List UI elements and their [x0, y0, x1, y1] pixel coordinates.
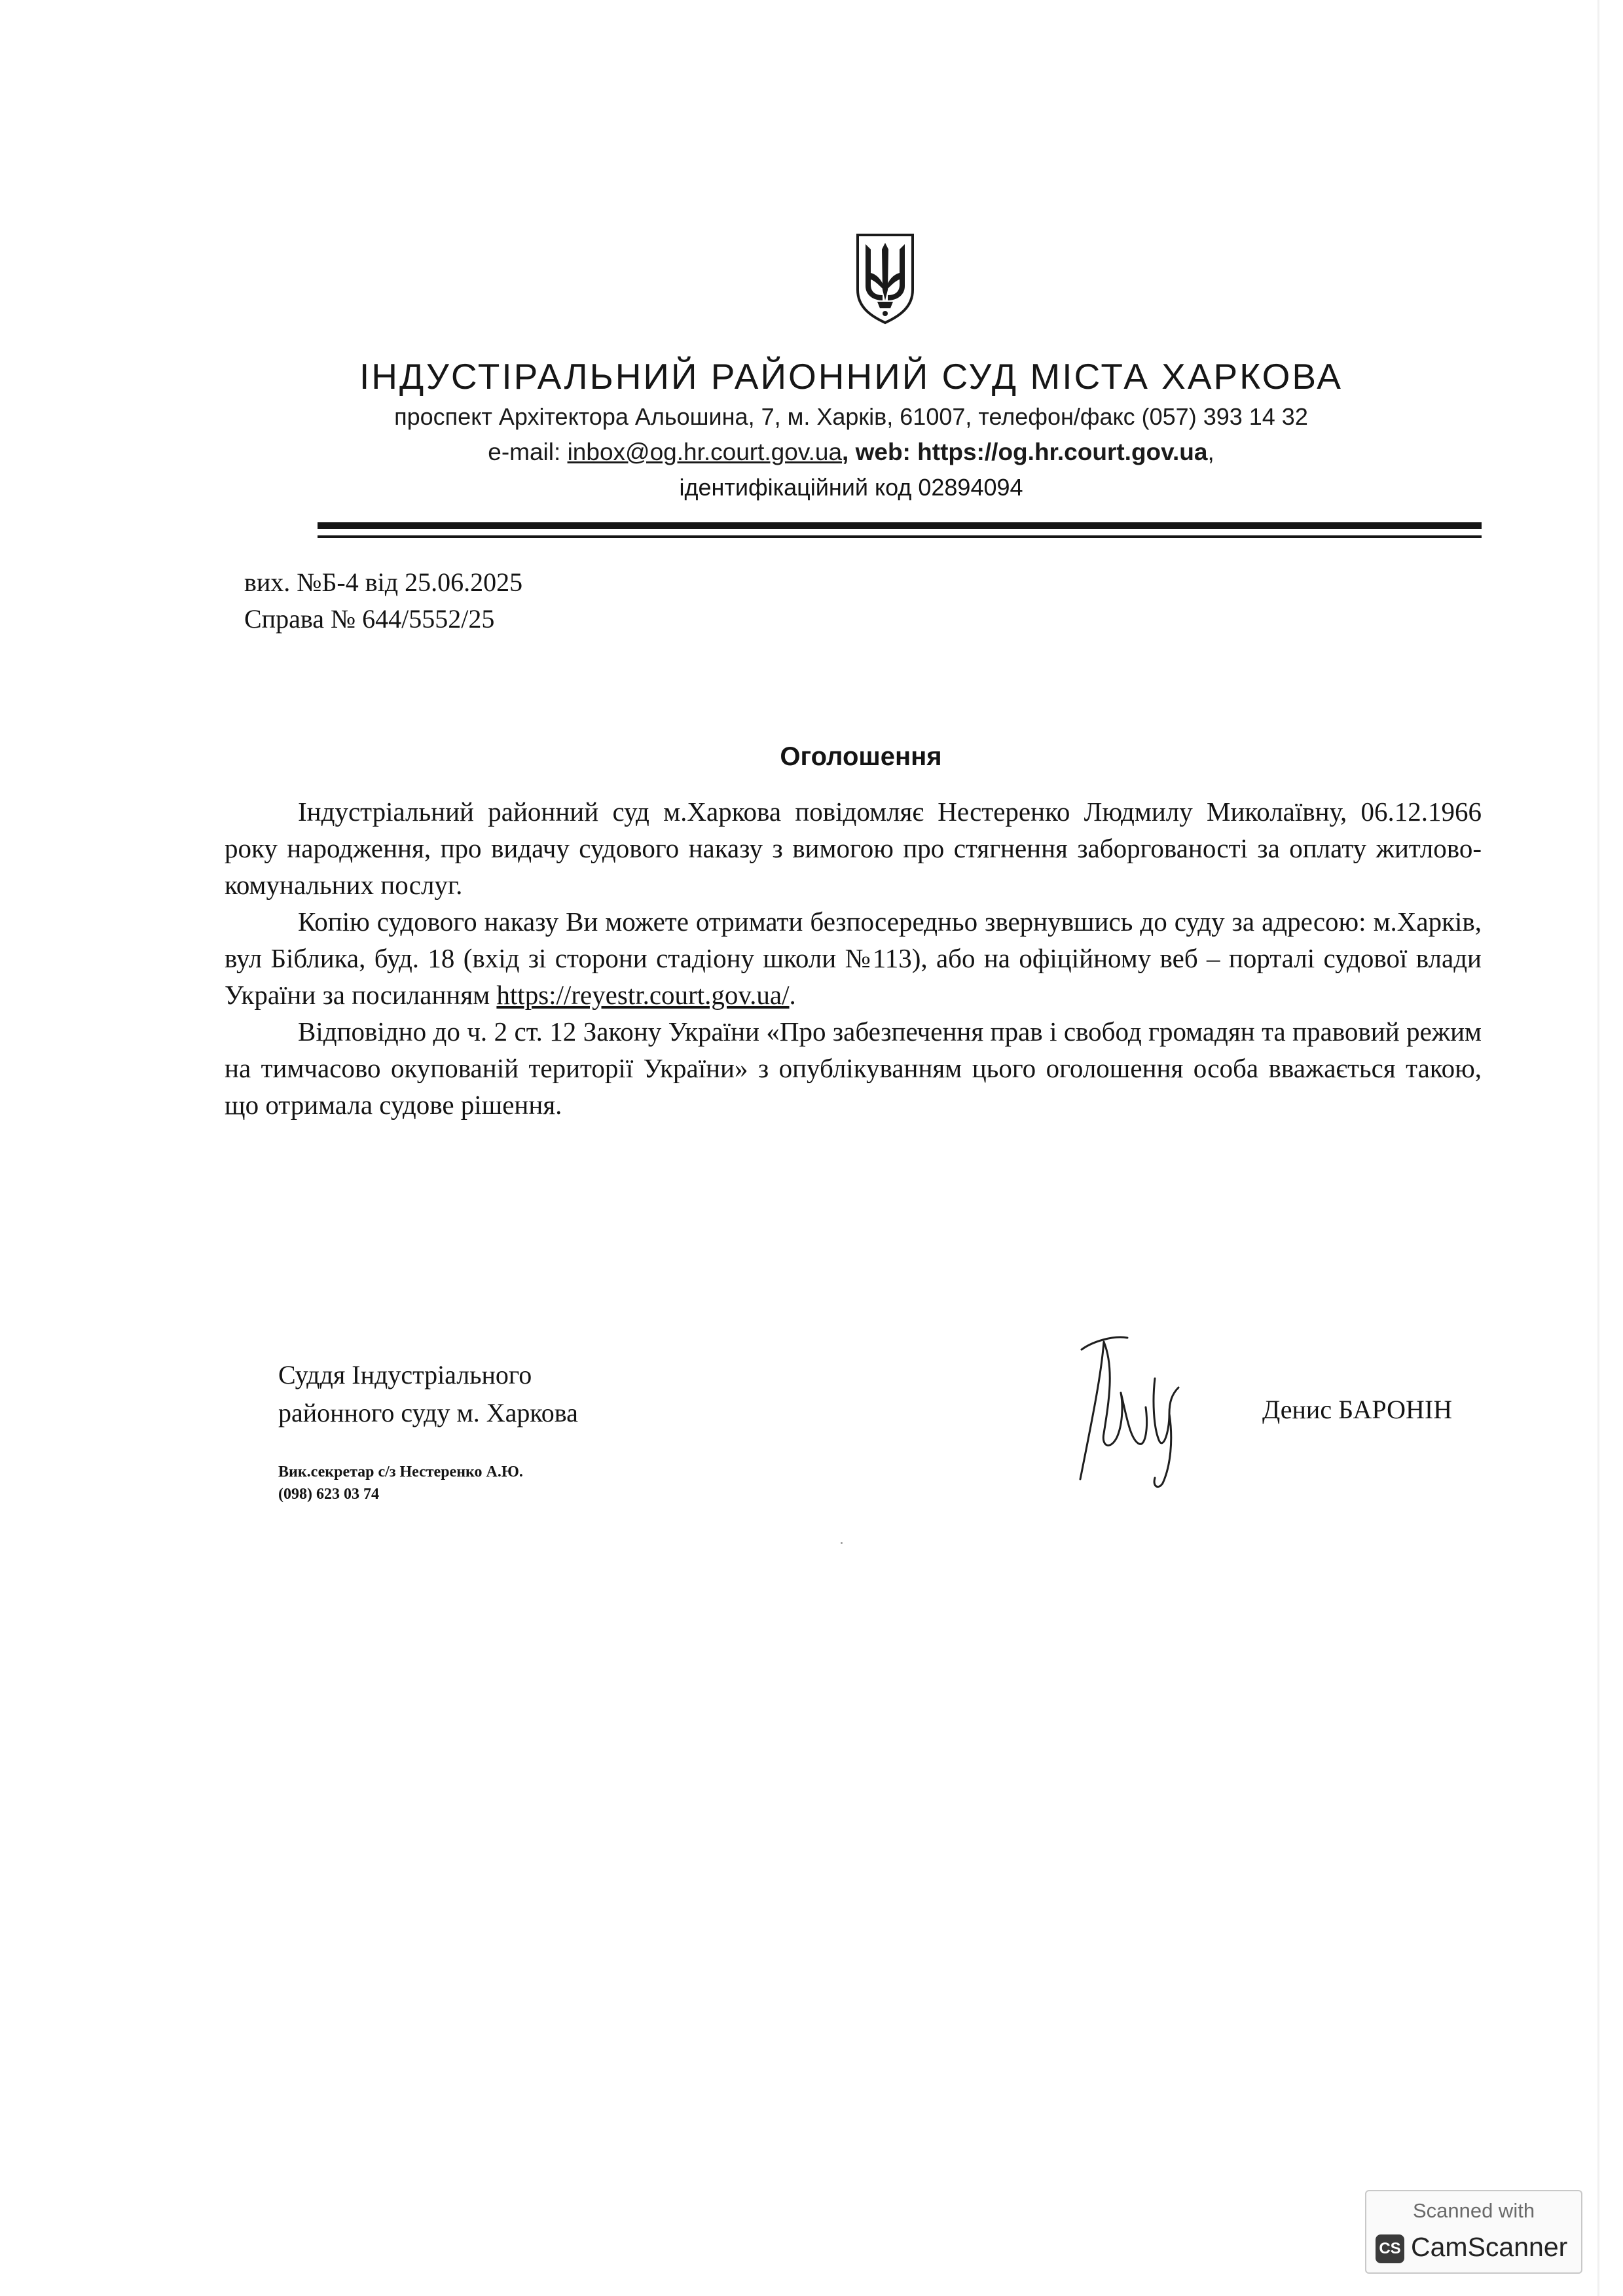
court-address: проспект Архітектора Альошина, 7, м. Харків, 61007, телефон/факс (057) 393 14 32 — [394, 403, 1308, 430]
camscanner-watermark — [1365, 2190, 1582, 2274]
web-label: , web: — [842, 439, 918, 465]
court-contacts — [275, 435, 1427, 470]
header-divider-thin — [318, 535, 1482, 538]
scanned-with-label: Scanned with — [1412, 2199, 1535, 2222]
outgoing-number: вих. №Б-4 від 25.06.2025 — [244, 567, 523, 597]
reference-block — [244, 564, 522, 637]
document-title: Оголошення — [780, 742, 942, 771]
web-suffix: , — [1207, 439, 1214, 465]
web-link[interactable]: https://og.hr.court.gov.ua — [917, 439, 1208, 465]
registry-link[interactable]: https://reyestr.court.gov.ua/ — [496, 980, 790, 1010]
scan-speck — [841, 1542, 843, 1544]
body-paragraph-2-end: . — [789, 980, 796, 1010]
judge-title-line-2: районного суду м. Харкова — [278, 1398, 578, 1427]
judge-title — [278, 1356, 578, 1432]
case-number: Справа № 644/5552/25 — [244, 604, 495, 634]
executor-name: Вик.секретар с/з Нестеренко А.Ю. — [278, 1463, 523, 1480]
court-name: ІНДУСТІРАЛЬНИЙ РАЙОННИЙ СУД МІСТА ХАРКОВА — [359, 356, 1343, 397]
camscanner-app-name: CamScanner — [1411, 2232, 1568, 2262]
executor-phone: (098) 623 03 74 — [278, 1486, 379, 1503]
body-paragraph-2 — [225, 903, 1482, 1013]
announcement-body — [225, 793, 1482, 1123]
camscanner-logo-icon: CS — [1376, 2234, 1404, 2263]
trident-emblem-icon — [854, 232, 917, 325]
judge-title-line-1: Суддя Індустріального — [278, 1360, 532, 1390]
email-label: e-mail: — [488, 439, 568, 465]
header-divider-thick — [318, 522, 1482, 529]
body-paragraph-2-text: Копію судового наказу Ви можете отримати безпосередньо звернувшись до суду за адресою: м.Харків, вул Біблика, буд. 18 (вхід зі сторони стадіону школи №113), або на офіційному веб – порталі судової влади України за посиланням — [225, 906, 1482, 1010]
body-paragraph-1: Індустріальний районний суд м.Харкова повідомляє Нестеренко Людмилу Миколаївну, 06.12.1966 року народження, про видачу судового наказу з вимогою про стягнення заборгованості за оплату житлово-комунальних послуг. — [225, 797, 1482, 900]
scan-edge — [1597, 0, 1599, 2296]
body-paragraph-3: Відповідно до ч. 2 ст. 12 Закону України «Про забезпечення прав і свобод громадян та правовий режим на тимчасово окупованій території України» з опублікуванням цього оголошення особа вважається такою, що отримала судове рішення. — [225, 1016, 1482, 1120]
email-link[interactable]: inbox@og.hr.court.gov.ua — [567, 439, 843, 465]
court-letterhead — [275, 353, 1427, 505]
identification-code: ідентифікаційний код 02894094 — [679, 474, 1023, 501]
handwritten-signature — [1041, 1316, 1192, 1492]
judge-name: Денис БАРОНІН — [1262, 1395, 1453, 1424]
executor-block — [278, 1461, 523, 1505]
